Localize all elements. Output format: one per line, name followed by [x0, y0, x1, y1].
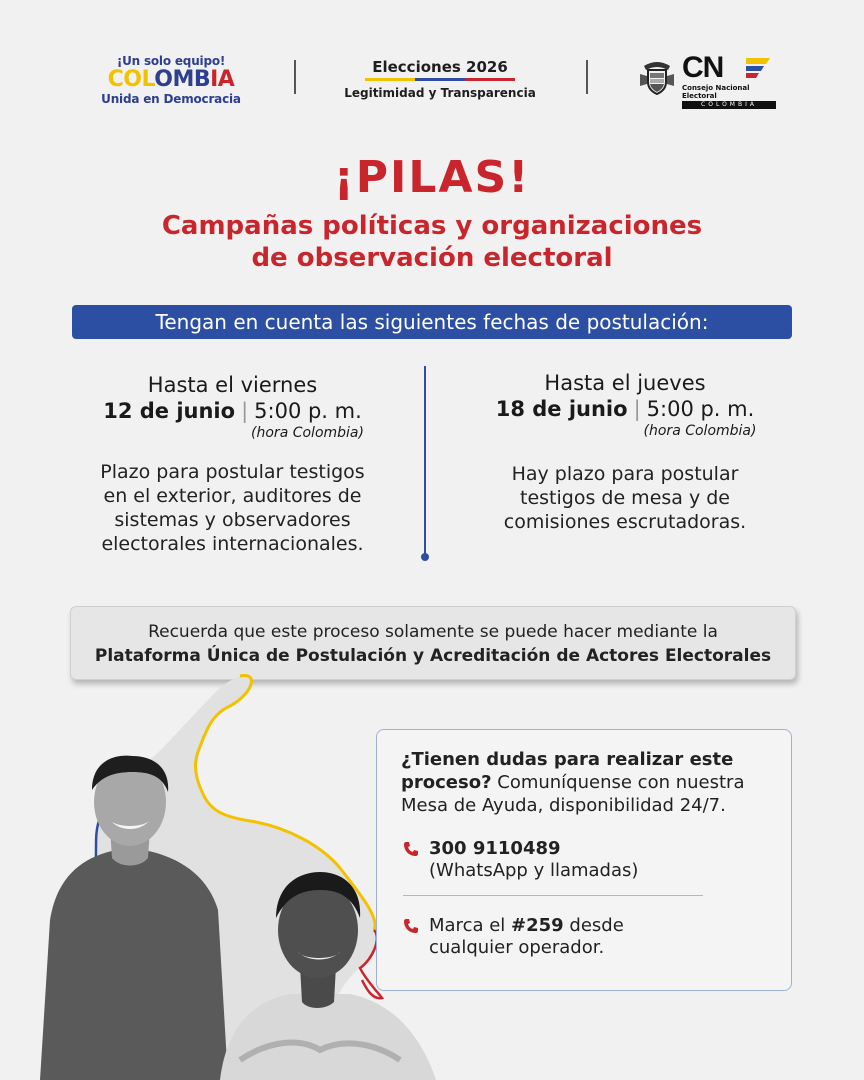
subtitle-line: Campañas políticas y organizaciones [161, 211, 703, 241]
column-divider-dot [421, 553, 429, 561]
help-question: ¿Tienen dudas para realizar este proceso? Comuníquense con nuestra Mesa de Ayuda, disponibilidad 24/7. [401, 749, 745, 816]
header-divider [586, 60, 588, 94]
deadline-time: 5:00 p. m. [254, 399, 362, 423]
platform-name: Plataforma Única de Postulación y Acreditación de Actores Electorales [94, 646, 772, 666]
colombia-logo-subtitle: Unida en Democracia [101, 92, 241, 106]
deadline-date: 18 de junio [495, 397, 628, 421]
help-divider [403, 895, 703, 896]
cne-wordmark [682, 52, 776, 109]
short-code-text: Marca el #259 desde [429, 915, 624, 936]
deadline-right [450, 370, 800, 534]
deadline-time: 5:00 p. m. [646, 397, 755, 421]
header [0, 50, 864, 110]
cne-flag-e-icon [744, 56, 770, 80]
deadline-date-row [450, 396, 800, 422]
deadline-timezone: (hora Colombia) [251, 425, 364, 441]
subtitle-line: de observación electoral [251, 243, 613, 273]
phone-note: (WhatsApp y llamadas) [429, 860, 639, 881]
elecciones-title: Elecciones 2026 [372, 58, 508, 76]
cne-logo [636, 51, 776, 108]
colombia-logo-wordmark: COLOMBIA [107, 67, 235, 92]
deadline-description: Plazo para postular testigos en el exterior, auditores de sistemas y observadores electorales internacionales. [100, 461, 365, 555]
phone-contact[interactable] [403, 838, 703, 882]
dates-banner: Tengan en cuenta las siguientes fechas de postulación: [72, 305, 792, 339]
phone-number: 300 9110489 [429, 838, 561, 859]
help-card [376, 729, 792, 991]
tricolor-stripe [365, 78, 515, 81]
reminder-text: Recuerda que este proceso solamente se puede hacer mediante la [148, 622, 718, 642]
man-figure [40, 756, 228, 1080]
header-divider [294, 60, 296, 94]
deadline-date-row [70, 398, 395, 424]
cne-letters: CN [682, 51, 724, 84]
subtitle [0, 210, 864, 274]
deadline-left [70, 372, 395, 556]
coat-of-arms-icon [636, 56, 678, 98]
colombia-logo [96, 54, 246, 106]
date-separator: | [241, 399, 249, 423]
deadline-description: Hay plazo para postular testigos de mesa y de comisiones escrutadoras. [503, 463, 747, 533]
cne-name: Consejo Nacional Electoral [682, 84, 750, 100]
colombia-logo-tagline: ¡Un solo equipo! [116, 54, 226, 68]
short-code-contact[interactable] [403, 915, 703, 959]
cne-country: COLOMBIA [682, 101, 776, 109]
deadline-weekday: Hasta el jueves [544, 371, 706, 395]
column-divider [424, 366, 426, 556]
main-title: ¡PILAS! [333, 152, 531, 203]
short-code-text-line2: cualquier operador. [429, 937, 605, 958]
phone-icon [403, 918, 419, 934]
phone-icon [403, 841, 419, 857]
deadline-timezone: (hora Colombia) [643, 423, 757, 439]
deadline-weekday: Hasta el viernes [147, 373, 318, 397]
elecciones-subtitle: Legitimidad y Transparencia [344, 86, 536, 100]
elecciones-logo [320, 58, 560, 100]
date-separator: | [633, 397, 641, 421]
deadline-date: 12 de junio [103, 399, 236, 423]
